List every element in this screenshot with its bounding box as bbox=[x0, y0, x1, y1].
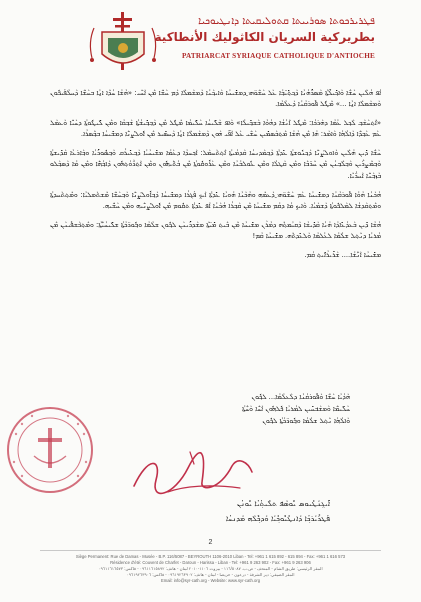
signature-block bbox=[0, 392, 421, 532]
footer-address-fr: Siège Permanent: Rue de Damas - Musée - B.P. 116/5087 - BEYROUTH 1106-2010 Liban - Tel: +961 1 615 892 - 615 894 - Fax: +961 1 616 573 bbox=[75, 554, 346, 559]
patriarchal-coat-of-arms-icon bbox=[84, 10, 162, 76]
footer-summer-residence-fr: Résidence d'été: Couvent de Charfet - Daroun - Harissa - Liban - Tel: +961 9 263 902 - Fax: +961 9 263 906 bbox=[110, 560, 311, 565]
paragraph-6: ܡܫܺܝܚܳܐ ܐܰܢ̈ܳܫܳܐ.... ܫܰܪܺܝܪܳܐܺܝܬ݂ ܩܳܡ. bbox=[304, 251, 381, 260]
closing-line-2: ܚܰܠܺܝܡ̈ܶܐ ܘܰܡܫܰܒ݁ܚܺܝܢ ܠܡܳܪܝܳܐ ܟ݁ܽܠܗܽܘܢ ܐܰܚ̈ܶܐ ܘܰܚ̈ܳܬ݂ܳܐ bbox=[241, 405, 350, 413]
footer-contact: Email: info@syr-cath.org - Website: www.syr-cath.org bbox=[160, 578, 261, 583]
paragraph-3: ܚܰܫ̈ܳܐ ܕܺܝܢ ܗܳܠܶܝܢ ܘܰܐܘܠܨܳܢ̈ܶܐ ܕܰܟ݂ܢܽܘܫܬ݂ܳܐ ܥܺܕܬ݁ܳܐ ܕܰܒ݂ܡܰܕܢܚܳܐ ܩܰܕܡܳܝܬ݂ܳܐ ܐܶܬ݂ܬ݁ܰܚܡܰܠ: ܐܰܟ݂ܚܕܳܐ ܕܥܰܡܳܐ ܡܫܺܝܚܳܝܳܐ ܕܰܒ݂ܥܺܝܪܳܩ ܘܰܒ݂ܣܽܘܪܺܝܳܐ ܘܒ݂ܰܐܪܥܳܐ ܩܰܕܺܝܫܬ݂ܳܐ ܘܰܒ݂ܡܶܨܪܶܝܢ ܘܰܒ݂ܠܶܒ݂ܢܳܢ ܡܶܢ ܚܶܪ̈ܒܶܐ ܘܡܶܢ ܩܰܛܠܳܐ ܘܡܶܢ ܥܽܘܠܒܳܢܳܐ ܘܡܶܢ ܥܰܪܽܘܩܽܘܬ݂ܳܐ ܡܶܢ ܒܳܬ݁̈ܰܝܗܽܘܢ ܘܡܶܢ ܐܰܬ݂ܪ̈ܰܘܳܬ݂ܗܽܘܢ ܕܰܐܒ݂ܳܗ̈ܶܐ ܘܡܶܢ ܡܳܐ ܕܰܣܒ݂ܰܠܘ ܒܰܙܒ݂ܰܢ̈ܶܐ ܐܰܚܪ̈ܳܝܶܐ. bbox=[50, 149, 381, 180]
footer-address-ar: المقر الرئيسي: طريق الشام - المتحف - ص.ب. ١١٦/٥٠٨٧ - بيروت ١١٠٦-٢٠١٠ لبنان - هاتف: ٠٩٦١١٦١٥٨٩٢ - فاكس: ٠٩٦١١٦١٦٥٧٣ bbox=[98, 566, 323, 571]
letter-body bbox=[50, 88, 381, 269]
letter-footer bbox=[40, 550, 381, 602]
paragraph-5: ܗܳܫܳܐ ܕܺܝܢ ܒܰܥܕܳܥܺܐܕܳܐ ܗܳܢܳܐ ܩܰܕܺܝܫܳܐ ܕܰܩܝܳܡܬ݂ܶܗ ܕܡܳܪܰܢ ܡܫܺܝܚܳܐ ܡܶܢ ܒܶܝܬ݂ ܡܺܝ̈ܬ݂ܶܐ ܡܫܰܕܪܺܝܢܰܢ ܠܟ݂ܽܘܢ ܫܠܳܡܳܐ ܘܒ݂ܽܘܪ̈ܟܳܬ݂ܳܐ ܫܠܺܝܚܳܝ̈ܳܬ݂ܳܐ: ܘܡܶܬ݂ܟ݁ܰܫܦܺܝܢܰܢ ܡܶܢ ܡܳܪܝܳܐ ܕܢܶܬ݂ܠ ܫܠܳܡܳܐ ܠܥܳܠܡܳܐ ܘܰܠܥܺܕܬ݁ܶܗ. ܡܫܺܝܚܳܐ ܩܳܡ! bbox=[50, 220, 381, 240]
header-french-title: PATRIARCAT SYRIAQUE CATHOLIQUE D'ANTIOCHE bbox=[181, 52, 375, 60]
letterhead bbox=[0, 0, 421, 86]
footer-summer-residence-ar: المقر الصيفي: دير الشرفة - درعون - حريصا - لبنان - هاتف: ٠٩٦١٩٢٦٣٩٠٢ - فاكس: ٠٩٦١٩٢٦٣٩٠٦ bbox=[126, 572, 295, 577]
signer-title: ܦܰܛܪܺܝܰܪܟ݂ܳܐ ܕܰܐܢܛܺܝܽܘܟ݂ܺܝܰܐ ܘܰܕܟ݂ܽܠܶܗ ܡܰܕܢܚܳܐ bbox=[225, 514, 330, 523]
signer-name: ܐܺܝܓ݂ܢܰܛܺܝܘܣ ܝܽܘܣܶܦ ܬܠܺܝܬ݂ܳܝܳܐ ܝܽܘܢܳܢ bbox=[236, 499, 330, 508]
official-seal-stamp bbox=[4, 404, 96, 496]
closing-line-1: ܗܰܕܳܝܳܐ ܚܰܫ̈ܳܐ ܘܰܦܽܘܪܩܳܢܳܐ ܕܠܰܥܠܳܡܳܐ... ܠܟ݂ܽܘܢ bbox=[251, 393, 350, 401]
header-arabic-title: بطريركية السريان الكاثوليك الأنطاكية bbox=[154, 30, 375, 44]
paragraph-2: «ܐܶܬ݂ܚܰܫܰܒ݂ ܠܰܟ݂ܠ ܥܳܡܳܐ ܕܗܰܪܟܳܐ: ܡܶܛܽܠ ܐܶܢܳܫܳܐ ܕܗܳܘܳܐ ܒܰܫܒ݂ܺܝܠܳܐ» ܘܰܐܦ ܫܰܠܺܝܚܳܐ ܚܰܠܺܝܡܳܐ ܡܶܛܽܠ ܡܶܢ ܕܰܒ݂ܒ݂ܺܝܫܳܬ݂ܳܐ ܫܰܒ݂ܩܳܐ ܘܡܶܢ ܠܺܝܛܽܘܬ݂ܳܐ ܕܚܰܝ̈ܶܐ ܘܰܥܡܰܠ ܥܰܡ ܥܰܒ݂ܕ̈ܶܐ ܕܰܐܠܳܗܳܐ ܘܰܐܡܰܪ: ܗܳܐ ܡܶܢ ܗܳܫܳܐ ܡܶܬ݂ܒܰܣܡܺܝܢ ܚܰܫ̈ܰܝ ܥܰܠ ܐܰܦ̈ܰܝ ܗܰܘܢ ܕܰܡܫܰܡܠܶܐ ܐ̱ܢܳܐ ܕܰܚܣܺܝܪ ܡܶܢ ܐܽܘܠܨܳܢ̈ܶܐ ܕܡܫܺܝܚܳܐ ܒܒ݂ܶܣܪܳܐ. bbox=[50, 119, 381, 139]
paragraph-1: ܐܳܦ ܗܳܠܶܝܢ ܚܰܫ̈ܳܐ ܘܰܐܟ݂ܺܝܠ̈ܳܬ݂ܳܐ ܡܰܣܪ̈ܺܗܳܢܳܐ ܕܰܟ݂ܬ݂ܺܝ̈ܒ݂ܳܐ ܥܰܠ ܚܰܫ̈ܰܘ̈ܗ̱ܝ ܕܡܫܺܝܚܳܐ ܘܰܐܝܟ݂ܰܢܳܐ ܕܰܡܫܰܡܠܶܐ ܕܰܡ ܚܰܫ̈ܶܐ ܡܶܢ ܐܰܚ̈ܰܝ: «ܗܳܫܳܐ ܚܳܕܶܐ ܐ̱ܢܳܐ ܒܚܰܫ̈ܶܐ ܕܰܚܠܳܦܰܝܟ݁ܽܘܢ ܘܰܡܫܰܡܠܶܐ ܐ̱ܢܳܐ ...» ܡܶܛܽܠ ܦܽܘܪܩܳܢܳܐ ܕܰܥܠܳܡܳܐ. bbox=[50, 89, 381, 109]
handwritten-signature bbox=[128, 446, 258, 501]
page-number: 2 bbox=[208, 539, 213, 546]
closing-line-3: ܘܰܐܠܳܗܳܐ ܢܶܬ݂ܠ ܫܠܳܡܳܐ ܘܒ݂ܽܘܪ̈ܟܳܬ݂ܳܐ ܠܟ݂ܽܘܢ bbox=[262, 417, 350, 425]
paragraph-4: ܗܳܟܰܢܳܐ ܗܳܘܳܐ ܦܽܘܪܩܳܢܳܐ ܕܡܫܺܝܚܳܐ ܥܰܡ ܚܰܫ̈ܰܘ̈ܗ̱ܝ ܕܰܥܡܶܗ ܘܗܳܟܰܢܳܐ ܗܳܘܝܳܐ ܥܺܕܬ݁ܳܐ ܐܰܝܟ݂ ܦܰܓ݂ܪܳܐ ܕܡܫܺܝܚܳܐ ܕܰܒ݂ܐܽܘܠܨܳܢ̈ܶܐ ܘܰܒ݂ܚܰܫ̈ܶܐ ܡܶܫܬ݁ܰܡܠܝܳܐ: ܘܡܶܬ݂ܬ݁ܰܚܕܬ݂ܳܐ ܘܡܶܬ݂ܩܰܕܫܳܐ ܠܡܰܠܟ݁ܽܘܬ݂ܳܐ ܕܰܫܡܰܝܳܐ. ܘܰܐܝܟ݂ ܡܳܐ ܕܩܳܡ ܡܫܺܝܚܳܐ ܡܶܢ ܩܰܒ݂ܪܳܐ ܗܳܟܰܢܳܐ ܐܳܦ ܥܺܕܬ݁ܳܐ ܬܩܽܘܡ ܡܶܢ ܐܽܘܠܨܳܢ̈ܶܝܗ ܘܡܶܢ ܚܰܫ̈ܶܝܗ. bbox=[50, 190, 381, 210]
header-syriac-title: ܦܛܪܝܪܟܘܬܐ ܣܘܪܝܝܬܐ ܩܬܘܠܝܩܝܬܐ ܕܐܢܛܝܘܟܝܐ bbox=[198, 16, 375, 27]
